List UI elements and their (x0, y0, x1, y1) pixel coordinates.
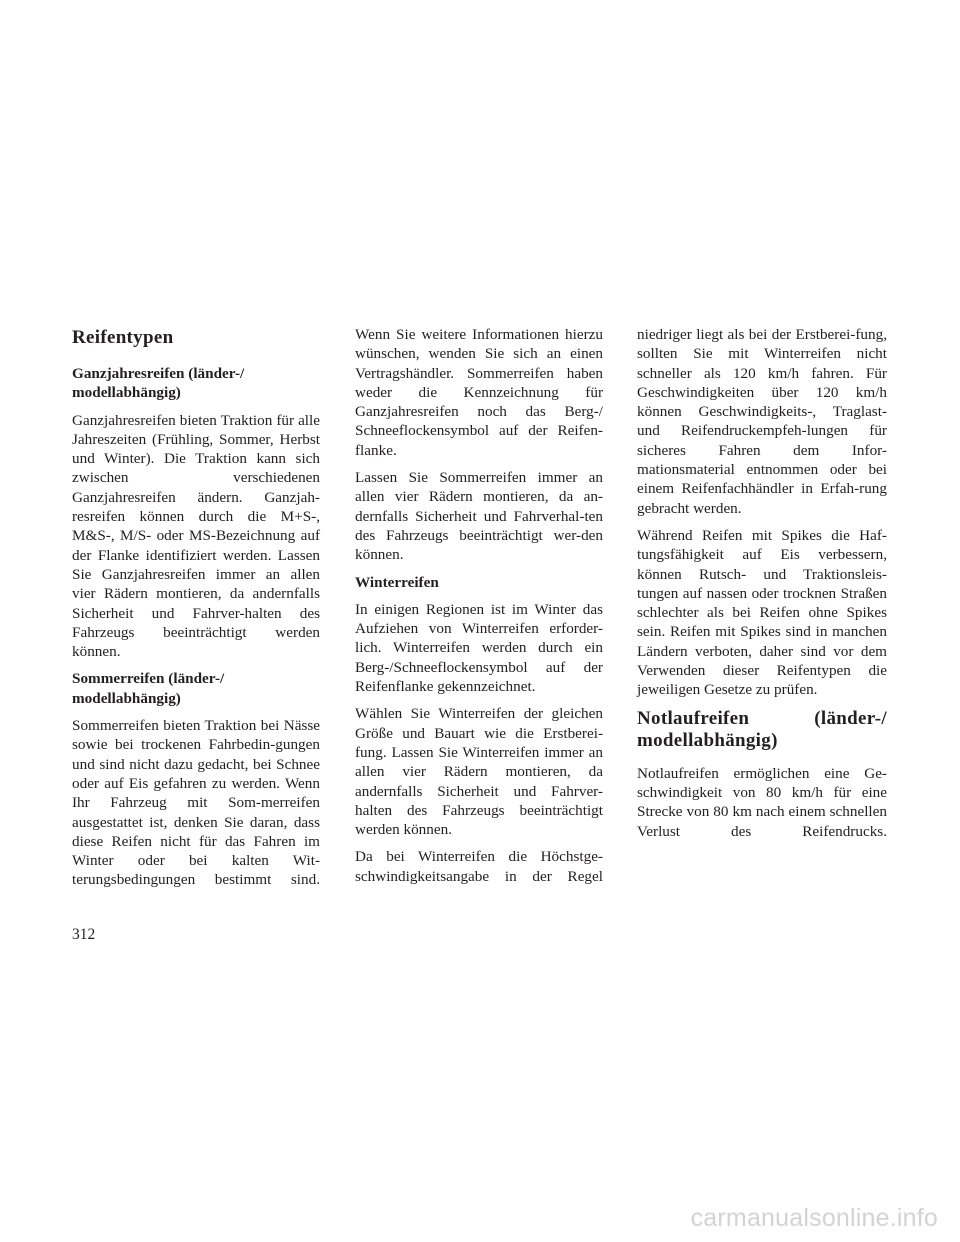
paragraph-studded-tires: Während Reifen mit Spikes die Haf-tungsfähigkeit auf Eis verbessern, können Rutsch- und Traktionsleis-tungen auf nassen oder trocknen Straßen schlechter als bei Reifen ohne Spikes sein. Reifen mit Spikes sind in manchen Ländern verboten, daher sind vor dem Verwenden dieser Reifentypen die jeweiligen Gesetze zu prüfen. (637, 526, 887, 699)
paragraph-summer-info: Wenn Sie weitere Informationen hierzu wünschen, wenden Sie sich an einen Vertragshändler. Sommerreifen haben weder die Kennzeichnung für Ganzjahresreifen noch das Berg-/ Schneeflockensymbol auf der Reifen-flanke. (355, 326, 603, 459)
heading-winter-tires: Winterreifen (355, 573, 439, 591)
section-title: Reifentypen (72, 327, 174, 348)
paragraph-runflat-tires: Notlaufreifen ermöglichen eine Ge-schwindigkeit von 80 km/h für eine Strecke von 80 km nach einem schnellen Verlust des Reifendrucks. (637, 764, 887, 840)
column-3 (637, 325, 887, 849)
column-1 (72, 325, 320, 898)
paragraph-allseason-tires: Ganzjahresreifen bieten Traktion für alle Jahreszeiten (Frühling, Sommer, Herbst und Winter). Die Traktion kann sich zwischen verschiedenen Ganzjahresreifen ändern. Ganzjah-resreifen können durch die M+S-, M&S-, M/S- oder MS-Bezeichnung auf der Flanke identifiziert werden. Lassen Sie Ganzjahresreifen immer an allen vier Rädern montieren, da andernfalls Sicherheit und Fahrver-halten des Fahrzeugs beeinträchtigt werden können. (72, 411, 320, 661)
paragraph-winter-1: In einigen Regionen ist im Winter das Aufziehen von Winterreifen erforder-lich. Winterreifen werden durch ein Berg-/Schneeflockensymbol auf der Reifenflanke gekennzeichnet. (355, 600, 603, 696)
column-2 (355, 325, 603, 894)
heading-allseason-tires: Ganzjahresreifen (länder-/ modellabhängig) (72, 365, 245, 402)
heading-summer-tires: Sommerreifen (länder-/ modellabhängig) (72, 670, 225, 707)
page-number: 312 (72, 926, 96, 943)
paragraph-summer-tires: Sommerreifen bieten Traktion bei Nässe sowie bei trockenen Fahrbedin-gungen und sind nicht dazu gedacht, bei Schnee oder auf Eis gefahren zu werden. Wenn Ihr Fahrzeug mit Som-merreifen ausgestattet ist, denken Sie daran, dass diese Reifen nicht für das Fahren im Winter oder bei kalten Wit-terungsbedingungen bestimmt sind. (72, 717, 320, 889)
paragraph-winter-continued: niedriger liegt als bei der Erstberei-fung, sollten Sie mit Winterreifen nicht schneller als 120 km/h fahren. Für Geschwindigkeiten über 120 km/h können Geschwindigkeits-, Traglast- und Reifendruckempfeh-lungen für sicheres Fahren dem Infor-mationsmaterial entnommen oder bei einem Reifenfachhändler in Erfah-rung gebracht werden. (637, 326, 887, 517)
paragraph-winter-2: Wählen Sie Winterreifen der gleichen Größe und Bauart wie die Erstberei-fung. Lassen Sie Winterreifen immer an allen vier Rädern montieren, da andernfalls Sicherheit und Fahrver-halten des Fahrzeugs beeinträchtigt werden können. (355, 705, 603, 839)
watermark: carmanualsonline.info (690, 1204, 938, 1232)
paragraph-summer-mount: Lassen Sie Sommerreifen immer an allen vier Rädern montieren, da an-dernfalls Sicherheit und Fahrverhal-ten des Fahrzeugs beeinträchtigt wer-den können. (355, 469, 603, 564)
heading-runflat-tires: Notlaufreifen (länder-/ modellabhängig) (637, 707, 887, 751)
paragraph-winter-3: Da bei Winterreifen die Höchstge-schwindigkeitsangabe in der Regel (355, 848, 603, 885)
